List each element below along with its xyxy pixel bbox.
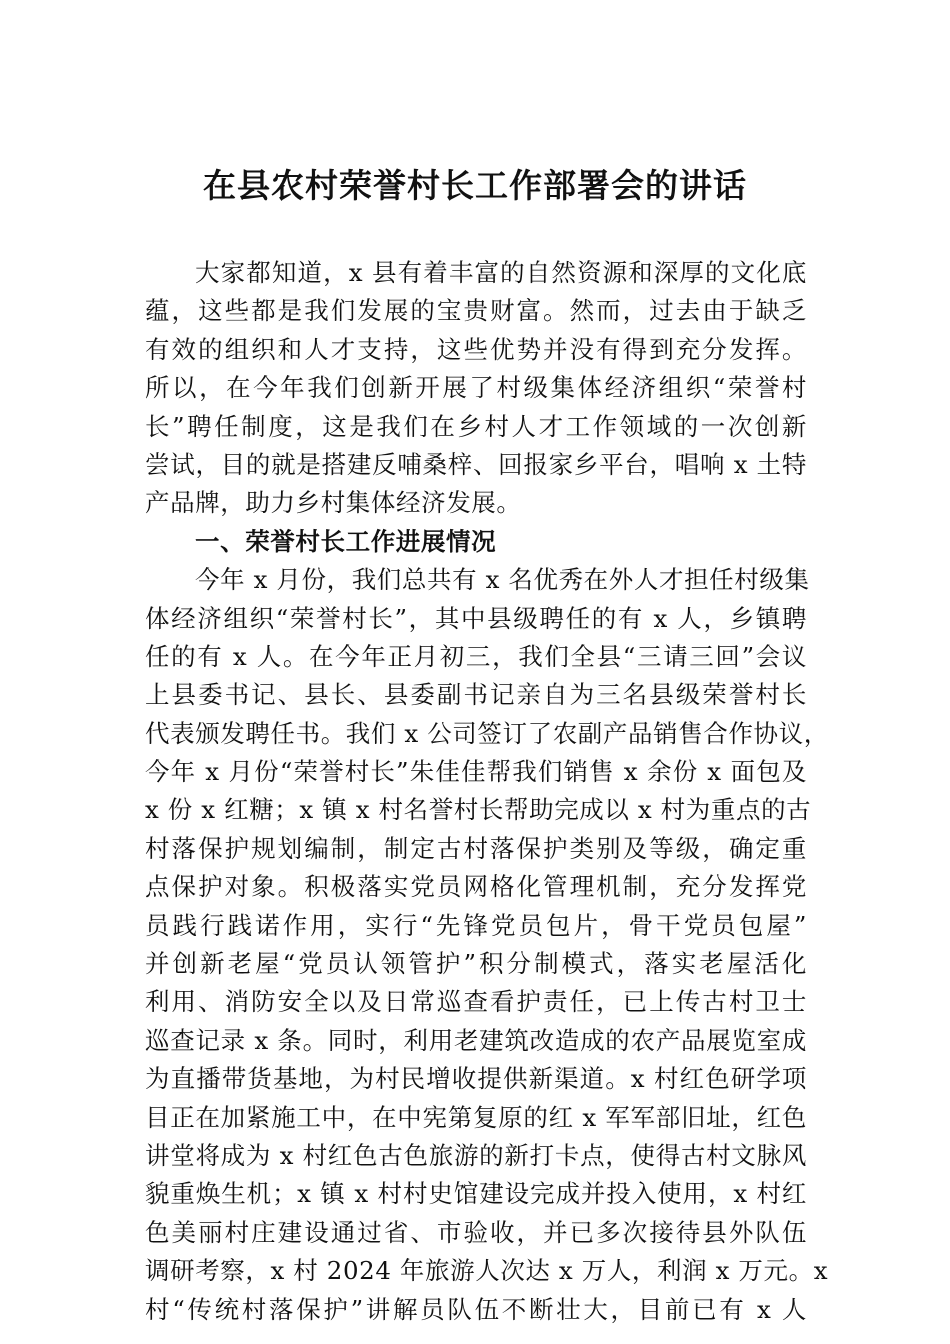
text-line: x 份 x 红糖；x 镇 x 村名誉村长帮助完成以 x 村为重点的古: [145, 795, 812, 825]
paragraph-intro: [145, 254, 807, 523]
text-line: 蕴，这些都是我们发展的宝贵财富。然而，过去由于缺乏: [145, 296, 807, 326]
text-line: 大家都知道，x 县有着丰富的自然资源和深厚的文化底: [195, 258, 807, 287]
text-line: 体经济组织“荣誉村长”，其中县级聘任的有 x 人，乡镇聘: [145, 603, 807, 633]
text-line: 上县委书记、县长、县委副书记亲自为三名县级荣誉村长: [145, 680, 807, 710]
text-line: 点保护对象。积极落实党员网格化管理机制，充分发挥党: [145, 872, 807, 902]
text-line: 长”聘任制度，这是我们在乡村人才工作领域的一次创新: [145, 411, 807, 441]
text-line: 目正在加紧施工中，在中宪第复原的红 x 军军部旧址，红色: [145, 1102, 807, 1132]
text-line: 为直播带货基地，为村民增收提供新渠道。x 村红色研学项: [145, 1064, 807, 1094]
paragraph-progress: [145, 561, 829, 1329]
text-line: 色美丽村庄建设通过省、市验收，并已多次接待县外队伍: [145, 1217, 807, 1247]
document-body: [145, 254, 829, 1329]
text-line: 尝试，目的就是搭建反哺桑梓、回报家乡平台，唱响 x 土特: [145, 449, 807, 479]
text-line: 调研考察，x 村 2024 年旅游人次达 x 万人，利润 x 万元。x: [145, 1256, 829, 1286]
text-line: 巡查记录 x 条。同时，利用老建筑改造成的农产品展览室成: [145, 1025, 807, 1055]
section-heading: 一、荣誉村长工作进展情况: [195, 526, 497, 556]
text-line: 今年 x 月份，我们总共有 x 名优秀在外人才担任村级集: [195, 565, 810, 595]
text-line: 代表颁发聘任书。我们 x 公司签订了农副产品销售合作协议，: [145, 718, 829, 748]
text-line: 员践行践诺作用，实行“先锋党员包片，骨干党员包屋”: [145, 910, 807, 940]
text-line: 任的有 x 人。在今年正月初三，我们全县“三请三回”会议: [145, 641, 807, 671]
text-line: 并创新老屋“党员认领管护”积分制模式，落实老屋活化: [145, 949, 807, 979]
text-line: 貌重焕生机；x 镇 x 村村史馆建设完成并投入使用，x 村红: [145, 1179, 807, 1209]
text-line: 有效的组织和人才支持，这些优势并没有得到充分发挥。: [145, 334, 807, 364]
text-line: 今年 x 月份“荣誉村长”朱佳佳帮我们销售 x 余份 x 面包及: [145, 757, 807, 787]
text-line: 利用、消防安全以及日常巡查看护责任，已上传古村卫士: [145, 987, 807, 1017]
text-line: 讲堂将成为 x 村红色古色旅游的新打卡点，使得古村文脉风: [145, 1140, 807, 1170]
text-line: 村落保护规划编制，制定古村落保护类别及等级，确定重: [145, 833, 807, 863]
text-line: 产品牌，助力乡村集体经济发展。: [145, 488, 522, 518]
text-line: 所以，在今年我们创新开展了村级集体经济组织“荣誉村: [145, 373, 807, 403]
document-title: 在县农村荣誉村长工作部署会的讲话: [203, 166, 747, 205]
text-line: 村“传统村落保护”讲解员队伍不断壮大，目前已有 x 人: [145, 1294, 807, 1324]
